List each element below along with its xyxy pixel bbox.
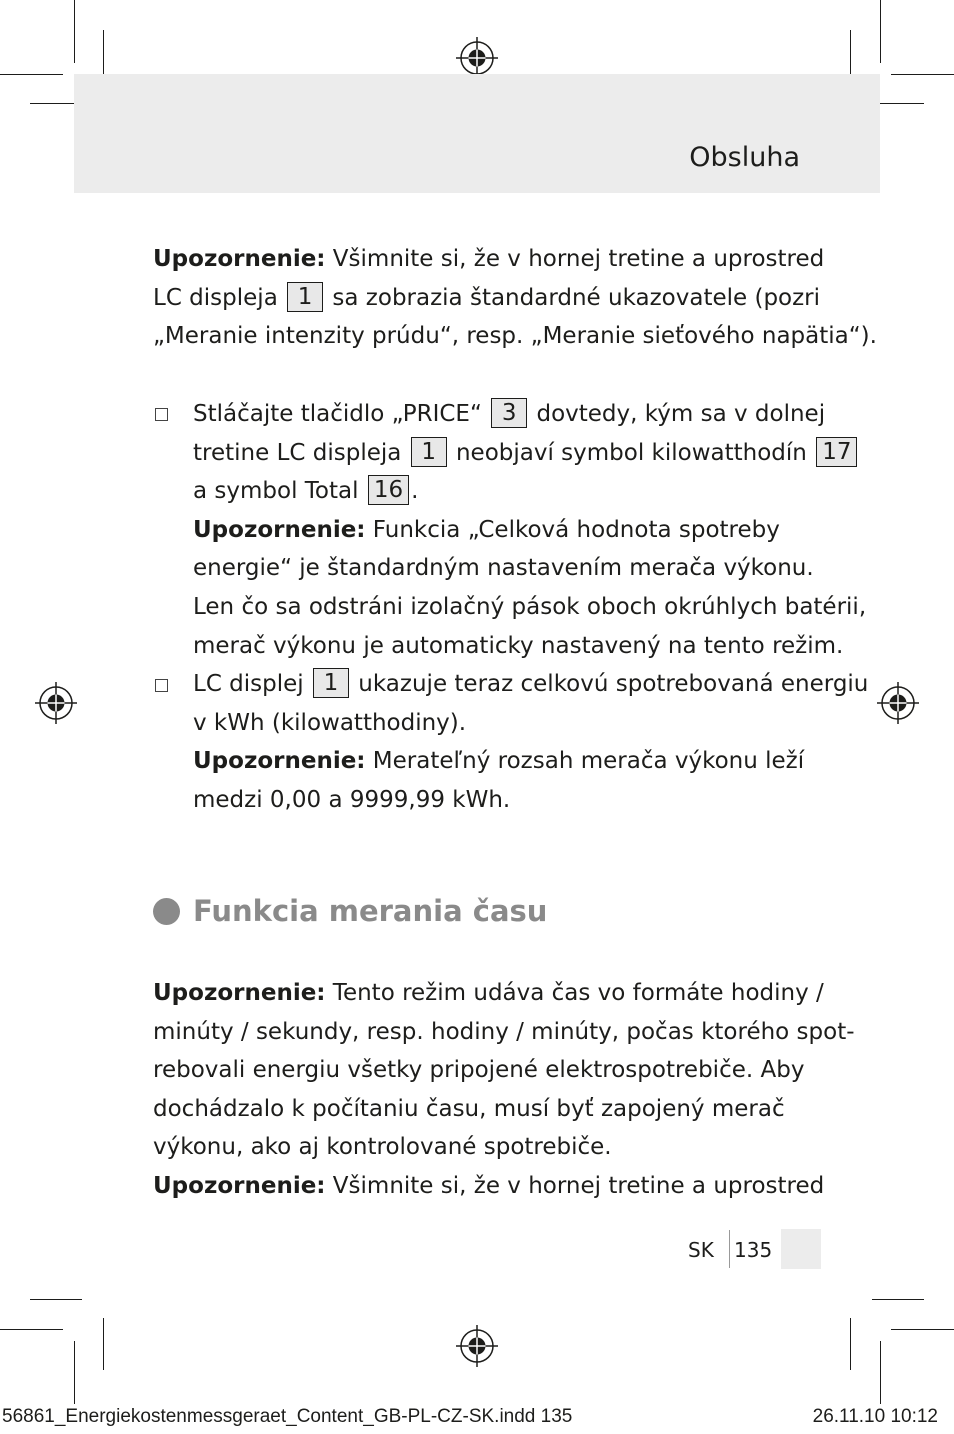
print-slug-date: 26.11.10 10:12 [812, 1406, 938, 1427]
crop-mark [872, 1299, 924, 1300]
crop-mark [850, 1318, 851, 1370]
crop-mark [880, 1341, 881, 1404]
ref-number: 1 [411, 437, 447, 467]
note-label: Upozornenie: [193, 748, 366, 775]
text-line: v kWh (kilowatthodiny). [193, 709, 467, 736]
text-line: energie“ je štandardným nastavením merača výkonu. [193, 555, 814, 582]
ref-number: 16 [368, 475, 409, 505]
registration-mark-icon [456, 1325, 498, 1367]
ref-number: 1 [313, 668, 349, 698]
intro-note [153, 240, 877, 356]
crop-mark [891, 1329, 954, 1330]
crop-mark [891, 74, 954, 75]
page-title: Obsluha [689, 142, 800, 173]
footer-tab-box [781, 1229, 821, 1269]
checkbox-bullet-icon [155, 408, 168, 421]
text-line: a symbol Total 16 . [193, 477, 419, 505]
text-line: Upozornenie: Funkcia „Celková hodnota spotreby [193, 516, 780, 543]
note-label: Upozornenie: [193, 516, 366, 543]
checkbox-bullet-icon [155, 679, 168, 692]
crop-mark [74, 1341, 75, 1404]
page-number: 135 [734, 1238, 773, 1262]
text-line: minúty / sekundy, resp. hodiny / minúty, počas ktorého spot- [153, 1018, 855, 1045]
text-line: tretine LC displeja 1 neobjaví symbol kilowatthodín 17 [193, 434, 866, 473]
print-slug-file: 56861_Energiekostenmessgeraet_Content_GB-PL-CZ-SK.indd 135 [2, 1406, 573, 1427]
text-line: Len čo sa odstráni izolačný pások oboch okrúhlych batérii, [193, 593, 867, 620]
text-line: Upozornenie: Tento režim udáva čas vo formáte hodiny / [153, 980, 824, 1006]
registration-mark-icon [456, 37, 498, 79]
text-line: Upozornenie: Všimnite si, že v hornej tretine a uprostred [153, 1172, 825, 1199]
note-label: Upozornenie: [153, 246, 326, 272]
text-line: merač výkonu je automaticky nastavený na tento režim. [193, 632, 844, 659]
crop-mark [103, 1318, 104, 1370]
crop-mark [880, 0, 881, 63]
text-line: Upozornenie: Merateľný rozsah merača výkonu leží [193, 748, 805, 775]
footer-divider [729, 1230, 730, 1268]
registration-mark-icon [35, 682, 77, 724]
crop-mark [30, 1299, 82, 1300]
text-line: medzi 0,00 a 9999,99 kWh. [193, 786, 511, 813]
step-2 [193, 665, 868, 819]
crop-mark [0, 1329, 63, 1330]
text-line: Stláčajte tlačidlo „PRICE“ 3 dovtedy, kým sa v dolnej [193, 400, 826, 427]
section-bullet-icon [153, 898, 180, 925]
note-label: Upozornenie: [153, 1172, 326, 1199]
text-line: Upozornenie: Všimnite si, že v hornej tretine a uprostred [153, 246, 825, 272]
text-line: rebovali energiu všetky pripojené elektrospotrebiče. Aby [153, 1057, 805, 1084]
crop-mark [74, 0, 75, 63]
time-note [153, 974, 855, 1206]
header-band [74, 74, 880, 193]
text-line: výkonu, ako aj kontrolované spotrebiče. [153, 1134, 612, 1161]
registration-mark-icon [877, 682, 919, 724]
ref-number: 3 [491, 398, 527, 428]
ref-number: 17 [816, 437, 857, 467]
section-title: Funkcia merania času [193, 894, 548, 928]
footer-language: SK [688, 1238, 714, 1262]
text-line: dochádzalo k počítaniu času, musí byť zapojený merač [153, 1095, 785, 1122]
step-1 [193, 395, 866, 665]
crop-mark [0, 74, 63, 75]
text-line: LC displej 1 ukazuje teraz celkovú spotrebovaná energiu [193, 670, 869, 697]
text-line: „Meranie intenzity prúdu“, resp. „Meranie sieťového napätia“). [153, 323, 877, 350]
text-line: LC displeja 1 sa zobrazia štandardné ukazovatele (pozri [153, 283, 821, 311]
ref-number: 1 [287, 282, 323, 312]
note-label: Upozornenie: [153, 980, 326, 1006]
